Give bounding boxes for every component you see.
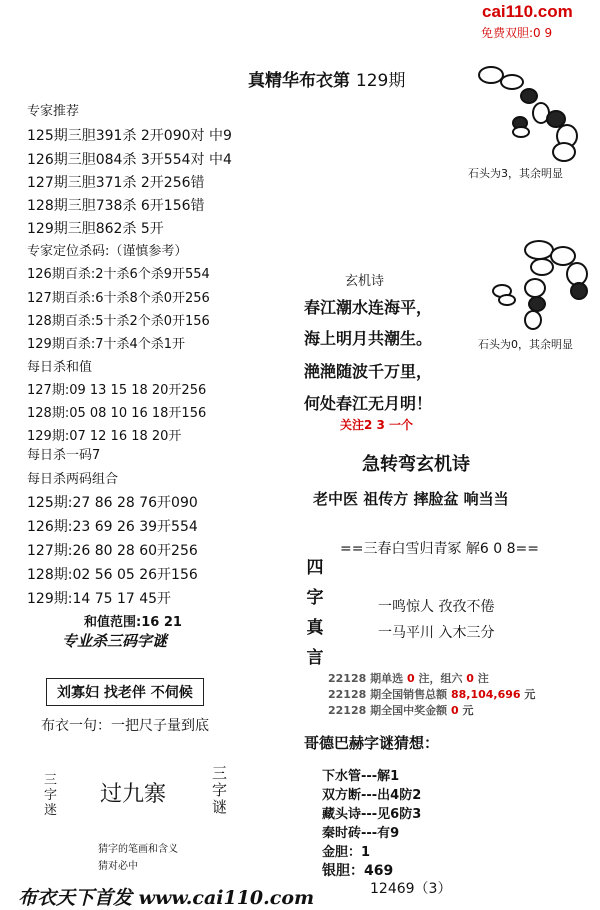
godel-row: 藏头诗---见6防3: [322, 807, 422, 822]
riddle-char: 迷: [44, 803, 58, 818]
daily-sum-row: 128期:05 08 10 16 18开156: [27, 406, 207, 421]
one-line: 布衣一句：一把尺子量到底: [41, 718, 209, 734]
expert-row: 129期三胆862杀 5开: [27, 221, 164, 237]
two-code-row: 126期:23 69 26 39开554: [27, 519, 198, 535]
expert-heading: 专家推荐: [27, 104, 80, 119]
four-words-line: 一鸣惊人 孜孜不倦: [378, 599, 495, 615]
stat-row-sales: 22128 期全国销售总额 88,104,696 元: [328, 688, 536, 701]
boxed-line: 刘寡妇 找老伴 不伺候: [46, 678, 204, 706]
riddle-char: 字: [212, 781, 228, 799]
daily-sum-row: 129期:07 12 16 18 20开: [27, 429, 182, 444]
two-code-row: 125期:27 86 28 76开090: [27, 495, 198, 511]
expert-row: 127期三胆371杀 2开256错: [27, 175, 205, 191]
position-kill-heading: 专家定位杀码:（谨慎参考）: [27, 244, 188, 259]
vertical-char: 真: [306, 618, 324, 638]
stones-caption: 石头为0，其余明显: [478, 338, 573, 351]
stones-illustration: [472, 62, 590, 162]
stones-illustration: [490, 238, 590, 333]
expert-row: 128期三胆738杀 6开156错: [27, 198, 205, 214]
riddle-char: 三: [212, 764, 228, 782]
daily-sum-heading: 每日杀和值: [27, 360, 93, 375]
slogan: 专业杀三码字谜: [62, 632, 168, 650]
position-kill-row: 127期百杀:6十杀8个杀0开256: [27, 291, 210, 306]
two-code-row: 129期:14 75 17 45开: [27, 591, 172, 607]
riddle-hint: 猜对必中: [98, 861, 138, 872]
vertical-char: 四: [306, 558, 324, 578]
riddle-center: 过九寨: [100, 782, 167, 807]
kill-one-code: 每日杀一码7: [27, 448, 101, 463]
two-code-row: 128期:02 56 05 26开156: [27, 567, 198, 583]
godel-last: 12469（3）: [370, 881, 452, 897]
page-title: [248, 66, 405, 91]
godel-heading: 哥德巴赫字谜猜想：: [304, 734, 440, 752]
stat-row-prize: 22128 期全国中奖金额 0 元: [328, 704, 474, 717]
free-double-label: 免费双胆:0 9: [481, 26, 553, 40]
vertical-char: 言: [306, 648, 324, 668]
stat-row-single: 22128 期单选 0 注，组六 0 注: [328, 672, 489, 685]
godel-row: 银胆：469: [322, 863, 394, 879]
sum-range: 和值范围:16 21: [84, 615, 182, 630]
godel-row: 双方断---出4防2: [322, 788, 422, 803]
riddle-left-label: [44, 773, 57, 818]
poem-line: 海上明月共潮生。: [304, 329, 433, 348]
poem-line: 春江潮水连海平，: [304, 298, 433, 317]
four-words-vertical: [304, 553, 326, 673]
godel-row: 金胆：1: [322, 845, 371, 860]
two-code-heading: 每日杀两码组合: [27, 472, 119, 487]
sharp-turn-line: 老中医 祖传方 摔脸盆 响当当: [313, 490, 509, 508]
godel-row: 秦时砖---有9: [322, 826, 400, 841]
stones-caption: 石头为3，其余明显: [468, 167, 563, 180]
sharp-turn-solve: ==三春白雪归青冢 解6 0 8==: [340, 541, 539, 557]
expert-row: 126期三胆084杀 3开554对 中4: [27, 152, 232, 168]
site-brand[interactable]: cai110.com: [482, 2, 573, 21]
riddle-hint: 猜字的笔画和含义: [98, 844, 178, 855]
riddle-right-label: [212, 765, 227, 816]
position-kill-row: 126期百杀:2十杀6个杀9开554: [27, 267, 210, 282]
riddle-char: 谜: [212, 798, 228, 816]
issue-number: 129期: [355, 71, 406, 91]
expert-row: 125期三胆391杀 2开090对 中9: [27, 128, 232, 144]
footer-banner[interactable]: 布衣天下首发 www.cai110.com: [18, 887, 315, 909]
two-code-row: 127期:26 80 28 60开256: [27, 543, 198, 559]
four-words-line: 一马平川 入木三分: [378, 625, 495, 641]
vertical-char: 字: [306, 588, 324, 608]
poem-line: 滟滟随波千万里，: [304, 362, 433, 381]
riddle-char: 三: [44, 773, 58, 788]
title-text: 真精华布衣第: [248, 71, 350, 91]
godel-row: 下水管---解1: [322, 769, 400, 784]
sharp-turn-title: 急转弯玄机诗: [362, 454, 470, 475]
position-kill-row: 128期百杀:5十杀2个杀0开156: [27, 314, 210, 329]
riddle-char: 字: [44, 788, 58, 803]
poem-line: 何处春江无月明！: [304, 394, 433, 413]
follow-note: 关注2 3 一个: [340, 418, 414, 432]
position-kill-row: 129期百杀:7十杀4个杀1开: [27, 337, 186, 352]
daily-sum-row: 127期:09 13 15 18 20开256: [27, 383, 207, 398]
poem-label: 玄机诗: [345, 274, 385, 289]
